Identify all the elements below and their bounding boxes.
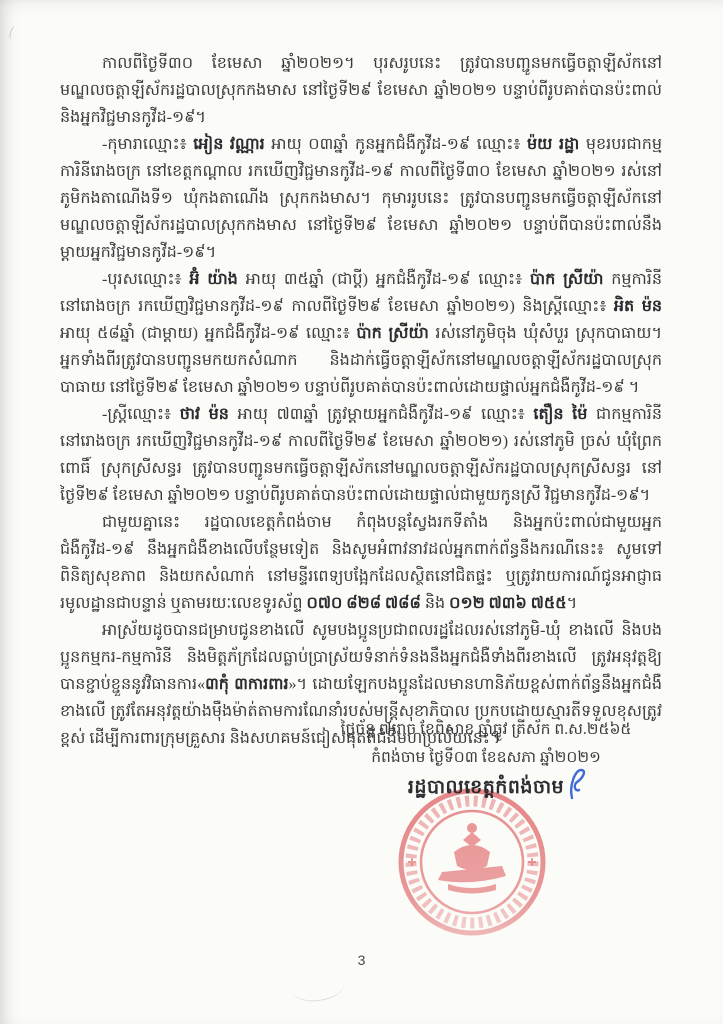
place-date-line: កំពង់ចាម ថ្ងៃទី០៣ ខែឧសភា ឆ្នាំ២០២១ bbox=[371, 749, 601, 766]
highlighted-name: ០៧០ ៨២៨ ៧៨៨ bbox=[306, 595, 421, 612]
paragraph-text: អាស្រ័យដូចបានជម្រាបជូនខាងលើ សូមបងប្អូនប្រជាពលរដ្ឋដែលរស់នៅភូមិ-ឃុំ ខាងលើ និងបងប្អូនកម្មករ-កម្មការិនី និងមិត្តភ័ក្រដែលធ្លាប់ប្រាស្រ័យទំនាក់ទំនងនឹងអ្នកជំងឺទាំងពីរខាងលើ ត្រូវអនុវត្តឱ្យបានខ្ជាប់ខ្ជួននូវវិធានការ« bbox=[60, 622, 662, 693]
highlighted-name: តឿន ម៉ៃ bbox=[533, 406, 588, 423]
authority-title bbox=[308, 774, 664, 802]
paragraph-text: អាយុ ៣៥ឆ្នាំ (ជាប្តី) អ្នកជំងឺកូវីដ-១៩ ឈ្មោះ៖ bbox=[237, 271, 530, 288]
paragraph-text: រស់នៅភូមិចុង ឃុំសំបួរ ស្រុកបាធាយ។ អ្នកទាំងពីរត្រូវបានបញ្ជូនមកយកសំណាក និងដាក់ធ្វើចត្តាឡីស័កនៅមណ្ឌលចត្តាឡីស័ករដ្ឋបាលស្រុកបាធាយ នៅថ្ងៃទី២៩ ខែមេសា ឆ្នាំ២០២១ បន្ទាប់ពីរូបគាត់បានប៉ះពាល់ដោយផ្ទាល់អ្នកជំងឺកូវីដ-១៩ ។ bbox=[60, 325, 663, 396]
paragraph bbox=[60, 131, 662, 266]
highlighted-name: អិត ម៉ន bbox=[613, 298, 663, 315]
paragraph-text: »។ ដោយឡែកបងប្អូនដែលមានហានិភ័យខ្ពស់ពាក់ព័ន្ធនឹងអ្នកជំងឺខាងលើ ត្រូវតែអនុវត្តយ៉ាងម៉ឺងម៉ាត់តាមការណែនាំរបស់មន្ត្រីសុខាភិបាល ប្រកបដោយស្មារតីទទួលខុសត្រូវខ្ពស់ ដើម្បីការពារក្រុមគ្រួសារ និងសហគមន៍ជៀសផុតពីជំងឺមហប្រល័យនេះ។ bbox=[60, 676, 663, 747]
paragraph-text: -ស្ត្រីឈ្មោះ៖ bbox=[102, 406, 180, 423]
paragraph-text: កាលពីថ្ងៃទី៣០ ខែមេសា ឆ្នាំ២០២១។ បុរសរូបនេះ ត្រូវបានបញ្ជូនមកធ្វើចត្តាឡីស័កនៅមណ្ឌលចត្តាឡីស័ករដ្ឋបាលស្រុកកងមាស នៅថ្ងៃទី២៩ ខែមេសា ឆ្នាំ២០២១ បន្ទាប់ពីរូបគាត់បានប៉ះពាល់និងអ្នកវិជ្ជមានកូវីដ-១៩។ bbox=[60, 55, 662, 126]
paragraph-text: -កុមារាឈ្មោះ៖ bbox=[102, 136, 194, 153]
provincial-seal-stamp bbox=[396, 786, 548, 938]
paragraph-text: និង bbox=[420, 595, 450, 612]
paragraph-text: កម្មការិនីនៅរោងចក្រ រកឃើញវិជ្ជមានកូវីដ-១៩ កាលពីថ្ងៃទី២៩ ខែមេសា ឆ្នាំ២០២១) និងស្ត្រីឈ្មោះ៖ bbox=[60, 271, 663, 315]
paragraph-text: ជាមួយគ្នានេះ រដ្ឋបាលខេត្តកំពង់ចាម កំពុងបន្តស្វែងរកទីតាំង និងអ្នកប៉ះពាល់ជាមួយអ្នកជំងឺកូវីដ-១៩ នឹងអ្នកជំងឺខាងលើបន្ថែមទៀត និងសូមអំពាវនាវដល់អ្នកពាក់ព័ន្ធនឹងករណីនេះ៖ សូមទៅពិនិត្យសុខភាព និងយកសំណាក់ នៅមន្ទីរពេទ្យបង្អែកដែលស្ថិតនៅជិតផ្ទះ ឬត្រូវរាយការណ៍ជូនអាជ្ញាធរមូលដ្ឋានជាបន្ទាន់ ឬតាមរយៈលេខទូរស័ព្ទ bbox=[60, 514, 662, 612]
closing-block bbox=[308, 716, 664, 802]
highlighted-name: ០១២ ៧៣៦ ៧៥៥ bbox=[449, 595, 567, 612]
highlighted-name: អៀន វណ្ណារ bbox=[193, 136, 265, 153]
paragraph bbox=[60, 509, 662, 617]
authority-title-text: រដ្ឋបាលខេត្តកំពង់ចាម bbox=[407, 777, 565, 798]
paragraph bbox=[60, 401, 662, 509]
paragraph bbox=[60, 266, 662, 401]
document-body bbox=[60, 50, 662, 752]
lunar-date-line: ថ្ងៃច័ន្ទ ៧រោច ខែពិសាខ ឆ្នាំឆ្លូវ ត្រីស័ក ព.ស.២៥៦៥ bbox=[340, 721, 632, 738]
page-number: 3 bbox=[357, 952, 366, 968]
scan-speck bbox=[8, 25, 19, 40]
paragraph bbox=[60, 50, 662, 131]
highlighted-name: ប៉ាក ស្រីយ៉ា bbox=[529, 271, 604, 288]
signature-flourish-icon bbox=[566, 766, 590, 802]
highlighted-name: ប៉ាក ស្រីយ៉ា bbox=[356, 325, 429, 342]
paragraph-text: អាយុ ៥៨ឆ្នាំ (ជាម្តាយ) អ្នកជំងឺកូវីដ-១៩ ឈ្មោះ៖ bbox=[60, 325, 357, 342]
paragraph-text: -បុរសឈ្មោះ៖ bbox=[102, 271, 190, 288]
paragraph-text: ជាកម្មការិនីនៅរោងចក្រ រកឃើញវិជ្ជមានកូវីដ-១៩ កាលពីថ្ងៃទី២៩ ខែមេសា ឆ្នាំ២០២១) រស់នៅភូមិ ច្រស់ ឃុំព្រែកពោធិ៍ ស្រុកស្រីសន្ធរ ត្រូវបានបញ្ជូនមកធ្វើចត្តាឡីស័កនៅមណ្ឌលចត្តាឡីស័ករដ្ឋបាលស្រុកស្រីសន្ធរ នៅថ្ងៃទី២៩ ខែមេសា ឆ្នាំ២០២១ បន្ទាប់ពីរូបគាត់បានប៉ះពាល់ដោយផ្ទាល់ជាមួយកូនស្រី វិជ្ជមានកូវីដ-១៩។ bbox=[60, 406, 663, 504]
highlighted-name: អ៊ំ យ៉ាង bbox=[189, 271, 238, 288]
highlighted-name: ៣កុំ ៣ការពារ bbox=[205, 676, 289, 693]
paragraph-text: មុខរបរជាកម្មការិនីរោងចក្រ នៅខេត្តកណ្តាល រកឃើញវិជ្ជមានកូវីដ-១៩ កាលពីថ្ងៃទី៣០ ខែមេសា ឆ្នាំ២០២១ រស់នៅភូមិកងតាណើងទី១ ឃុំកងតាណើង ស្រុកកងមាស។ កុមាររូបនេះ ត្រូវបានបញ្ជូនមកធ្វើចត្តាឡីស័កនៅមណ្ឌលចត្តាឡីស័ករដ្ឋបាលស្រុកកងមាស នៅថ្ងៃទី២៩ ខែមេសា ឆ្នាំ២០២១ បន្ទាប់ពីបានប៉ះពាល់នឹងម្តាយអ្នកវិជ្ជមានកូវីដ-១៩។ bbox=[60, 136, 663, 261]
scan-speck bbox=[290, 971, 345, 1005]
highlighted-name: ថាវ ម៉ន bbox=[179, 406, 229, 423]
paragraph-text: អាយុ ០៣ឆ្នាំ កូនអ្នកជំងឺកូវីដ-១៩ ឈ្មោះ៖ bbox=[264, 136, 528, 153]
highlighted-name: ម៉យ រដ្ឋា bbox=[527, 136, 580, 153]
paragraph-text: ។ bbox=[566, 595, 578, 612]
paragraph-text: អាយុ ៧៣ឆ្នាំ ត្រូវម្តាយអ្នកជំងឺកូវីដ-១៩ ឈ្មោះ៖ bbox=[228, 406, 534, 423]
